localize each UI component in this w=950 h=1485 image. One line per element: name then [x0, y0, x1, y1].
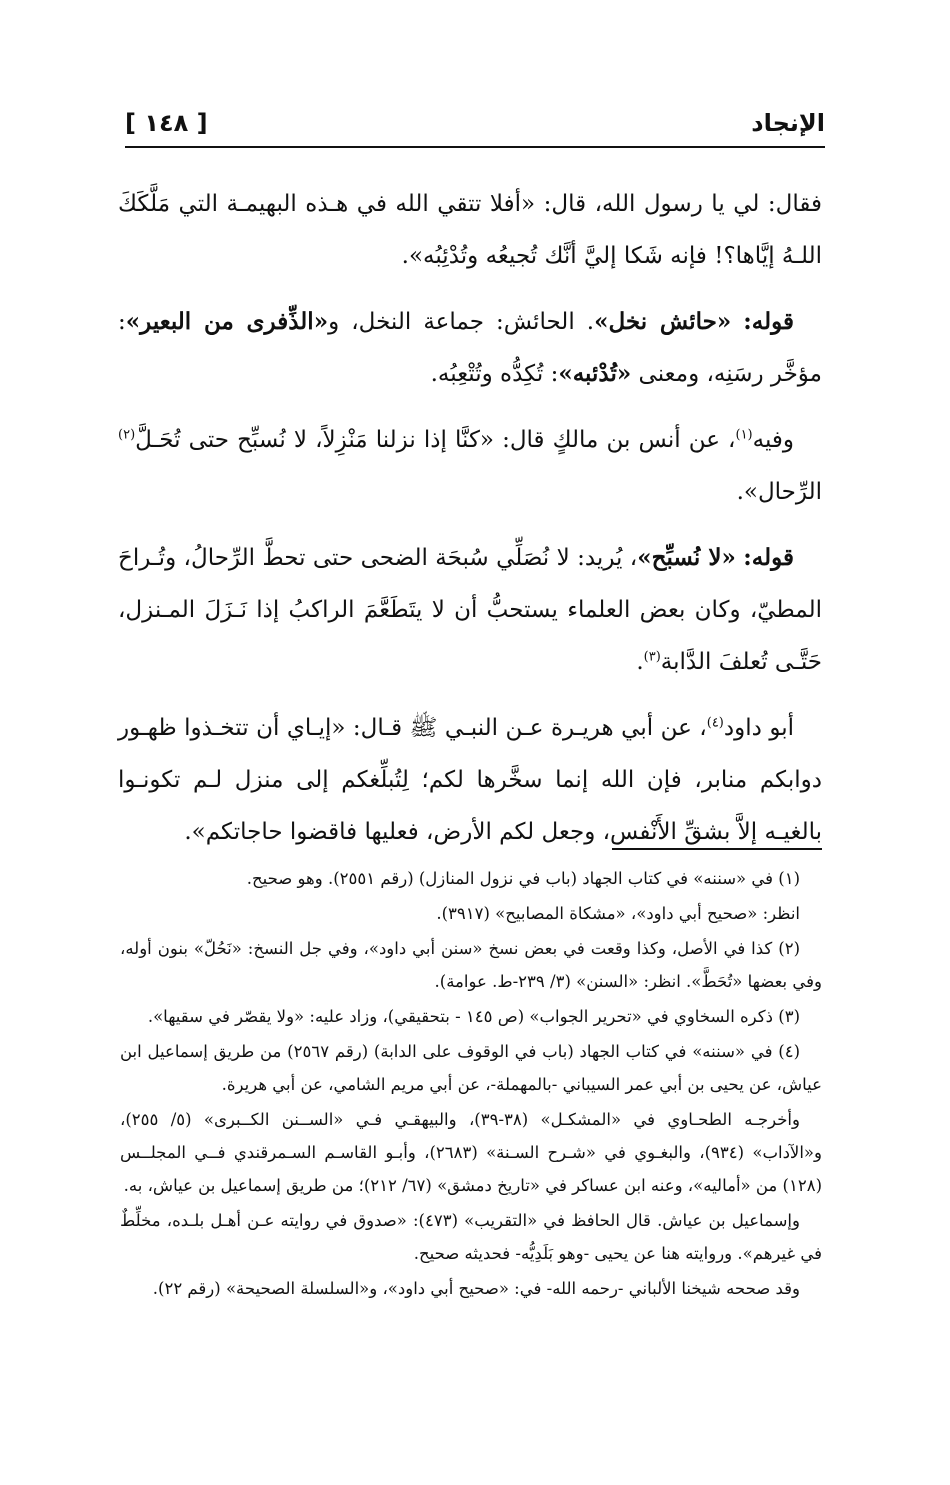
- paragraph-2: [118, 296, 822, 400]
- footnote-ref: (١): [735, 427, 753, 443]
- gloss-term: «تُدْئبه»: [558, 360, 632, 387]
- footnote-ref: (٢): [118, 427, 136, 443]
- footnotes: [120, 862, 822, 1307]
- footnote-1-cont: انظر: «صحيح أبي داود»، «مشكاة المصابيح» (٣٩١٧).: [436, 904, 800, 923]
- gloss-text: ، يُريد: لا نُصَلِّي سُبحَة الضحى حتى تحطَّ الرِّحالُ، وتُـراحَ المطيّ، وكان بعض العلماء يستحبُّ أن لا يتَطَعَّمَ الراكبُ إذا نَـزَلَ المـنزل، حَتَّـى تُعلفَ الدَّابة: [118, 545, 822, 675]
- footnote-ref: (٤): [706, 715, 724, 731]
- footnote-4-cont: وقد صححه شيخنا الألباني -رحمه الله- في: «صحيح أبي داود»، و«السلسلة الصحيحة» (رقم ٢٢).: [152, 1279, 800, 1298]
- footnote-ref: (٣): [643, 649, 661, 665]
- gloss-term: «حائش نخل»: [594, 308, 732, 335]
- hadith-text: وفيه: [752, 427, 794, 453]
- footnote-1: (١) في «سننه» في كتاب الجهاد (باب في نزول المنازل) (رقم ٢٥٥١). وهو صحيح.: [246, 869, 800, 888]
- footnote-separator: [612, 848, 822, 850]
- paragraph-5: [118, 702, 822, 858]
- gloss-text: : تُكِدُّه وتُتْعِبُه.: [430, 361, 559, 387]
- gloss-term: «الذِّفرى من البعير»: [125, 308, 329, 335]
- paragraph-1: فقال: لي يا رسول الله، قال: «أفلا تتقي الله في هـذه البهيمـة التي مَلَّكَكَ اللـهُ إيَّاها؟! فإنه شَكا إليَّ أنَّك تُجيعُه وتُدْئِبُه».: [118, 191, 822, 269]
- page-header: [125, 100, 825, 148]
- gloss-text: : مؤخَّر رسَنِه، ومعنى: [118, 309, 822, 387]
- gloss-label: قوله:: [743, 308, 795, 335]
- gloss-text: . الحائش: جماعة النخل، و: [328, 309, 595, 335]
- page-number: [ ١٤٨ ]: [125, 109, 208, 137]
- gloss-text: .: [636, 649, 644, 675]
- footnote-4-cont: وإسماعيل بن عياش. قال الحافظ في «التقريب» (٤٧٣): «صدوق في روايته عـن أهـل بلـده، مخلِّطٌ في غيرهم». وروايته هنا عن يحيى -وهو بَلَدِيُّه- فحديثه صحيح.: [120, 1211, 822, 1263]
- hadith-text: ، عن أنس بن مالكٍ قال: «كنَّا إذا نزلنا مَنْزِلاً، لا نُسبِّح حتى تُحَـلَّ: [135, 427, 736, 453]
- footnote-4-cont: وأخرجـه الطحـاوي في «المشكـل» (٣٨-٣٩)، والبيهقـي فـي «الســنن الكــبرى» (٥/ ٢٥٥)، و«الآداب» (٩٣٤)، والبغـوي في «شـرح السـنة» (٢٦٨٣)، وأبـو القاسـم السـمرقندي فــي المجلــس (١٢٨) من «أماليه»، وعنه ابن عساكر في «تاريخ دمشق» (٦٧/ ٢١٢)؛ من طريق إسماعيل بن عياش، به.: [120, 1110, 822, 1195]
- gloss-term: «لا نُسبِّح»: [637, 544, 736, 571]
- footnote-2: (٢) كذا في الأصل، وكذا وقعت في بعض نسخ «سنن أبي داود»، وفي جل النسخ: «نَحُلّ» بنون أوله، وفي بعضها «تُحَطَّ». انظر: «السنن» (٣/ ٢٣٩-ط. عوامة).: [120, 939, 822, 991]
- book-title: الإنجاد: [751, 109, 825, 137]
- paragraph-4: [118, 532, 822, 688]
- hadith-text: أبو داود: [723, 715, 795, 741]
- hadith-text: الرِّحال».: [736, 479, 822, 505]
- footnote-3: (٣) ذكره السخاوي في «تحرير الجواب» (ص ١٤٥ - بتحقيقي)، وزاد عليه: «ولا يقصّر في سقيها».: [147, 1007, 800, 1026]
- hadith-text: ، عن أبي هريـرة عـن النبـي ﷺ قـال: «إيـاي أن تتخـذوا ظهـور دوابكم منابر، فإن الله إنما سخَّرها لكم؛ لِتُبلِّغكم إلى منزل لـم تكونـوا بالغيـه إلاَّ بشقِّ الأَنْفس، وجعل لكم الأرض، فعليها فاقضوا حاجاتكم».: [118, 715, 822, 845]
- footnote-4: (٤) في «سننه» في كتاب الجهاد (باب في الوقوف على الدابة) (رقم ٢٥٦٧) من طريق إسماعيل ابن عياش، عن يحيى بن أبي عمر السيباني -بالمهملة-، عن أبي مريم الشامي، عن أبي هريرة.: [120, 1042, 822, 1094]
- gloss-label: قوله:: [743, 544, 794, 571]
- main-text: [118, 178, 822, 872]
- paragraph-3: [118, 414, 822, 518]
